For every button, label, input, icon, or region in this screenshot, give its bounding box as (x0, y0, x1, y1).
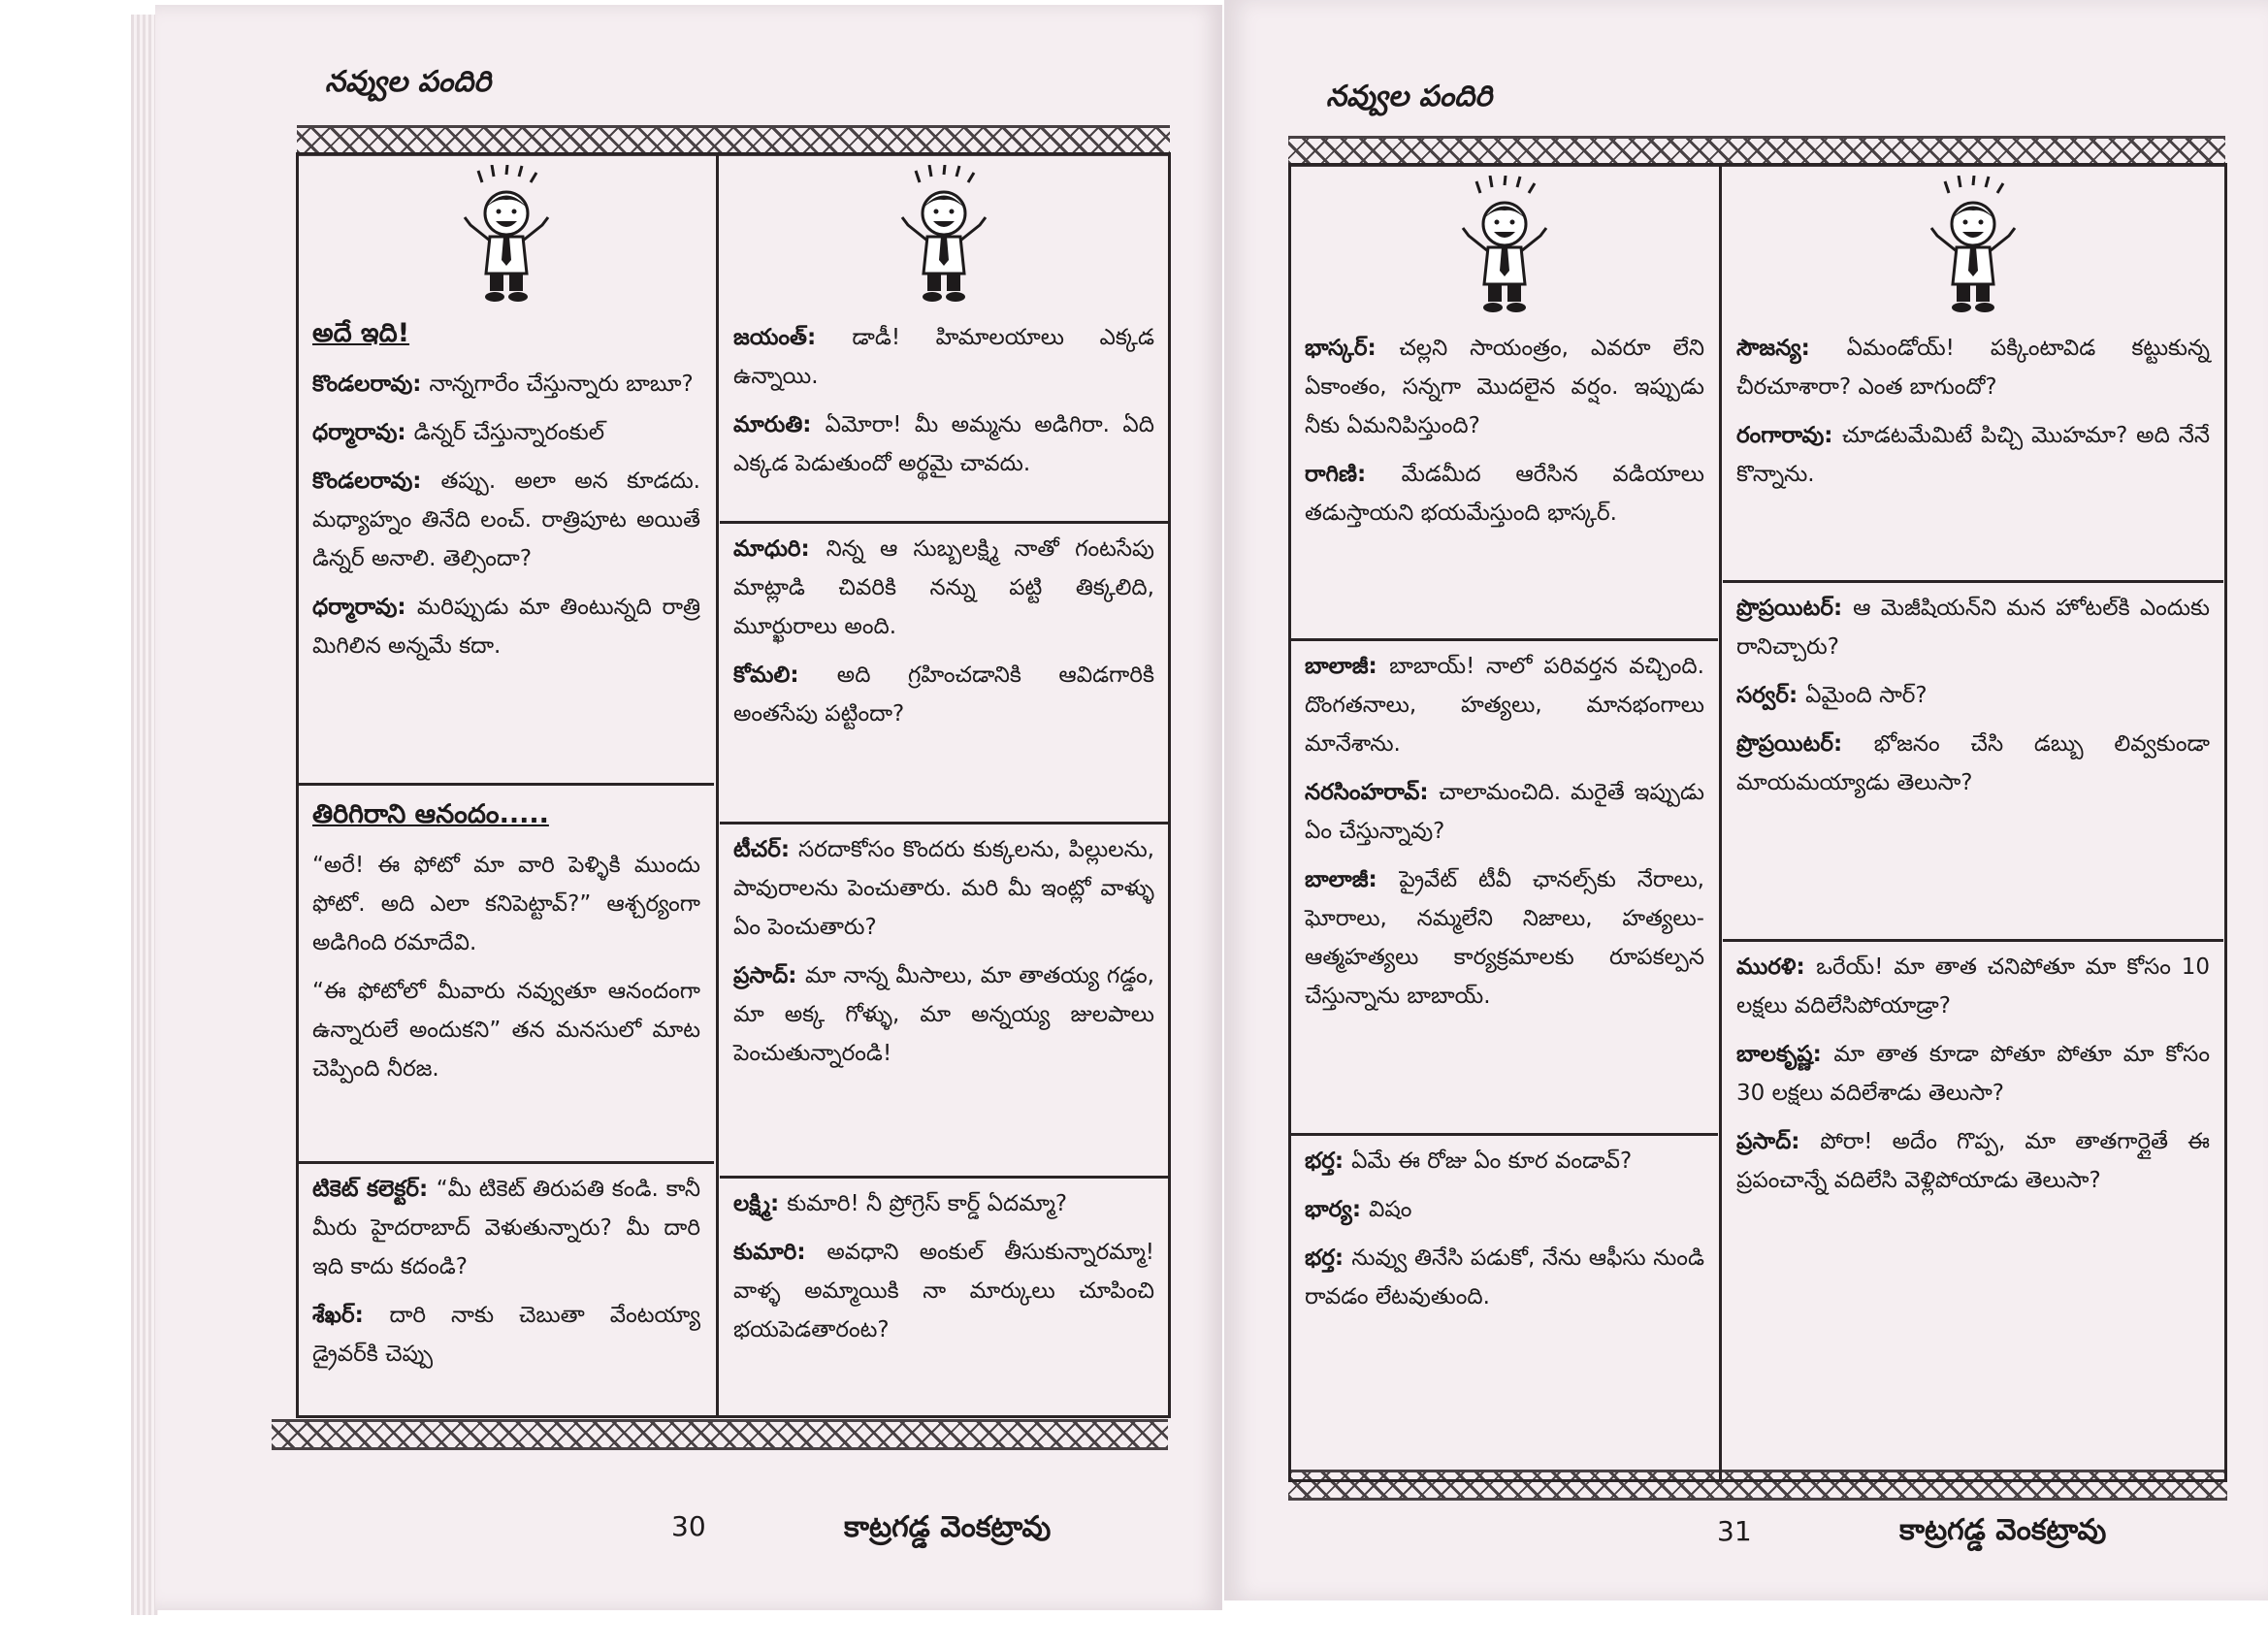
dialogue-text: నాన్నగారేం చేస్తున్నారు బాబూ? (429, 372, 694, 397)
author-name: కాట్రగడ్డ వెంకట్రావు (1899, 1513, 2107, 1547)
joke-box (299, 1164, 714, 1416)
dialogue-text: ఏమండోయ్! పక్కింటావిడ కట్టుకున్న చీరచూశారా? ఎంత బాగుందో? (1736, 336, 2210, 400)
dialogue-line (1736, 1122, 2210, 1200)
dialogue-text: దారి నాకు చెబుతా వేంటయ్యా డ్రైవర్‌కి చెప్పు (312, 1303, 701, 1367)
dialogue-text: సరదాకోసం కొందరు కుక్కలను, పిల్లులను, పావురాలను పెంచుతారు. మరి మీ ఇంట్లో వాళ్ళు ఏం పెంచుతారు? (733, 837, 1154, 940)
joke-box (720, 824, 1168, 1179)
dialogue-text: విషం (1369, 1197, 1412, 1222)
running-head-left: నవ్వుల పందిరి (325, 65, 492, 99)
dialogue-line (733, 956, 1154, 1073)
dialogue-text: తప్పు. అలా అన కూడదు. మధ్యాహ్నం తినేది లంచ్. రాత్రిపూట అయితే డిన్నర్ అనాలి. తెల్సిందా? (312, 469, 700, 571)
speaker-name: రంగారావు: (1736, 423, 1843, 448)
speaker-name: ప్రసాద్: (1736, 1129, 1821, 1154)
dialogue-text: ప్రైవేట్ టీవీ ఛానల్స్‌కు నేరాలు, ఘోరాలు, నమ్మలేని నిజాలు, హత్యలు- ఆత్మహత్యలు కార్యక్రమాలకు రూపకల్పన చేస్తున్నాను బాబాయ్. (1305, 867, 1704, 1009)
dialogue-line (1305, 773, 1704, 851)
dialogue-line (1305, 1190, 1704, 1229)
dialogue-line (1736, 676, 2210, 715)
speaker-name: మాధురి: (733, 536, 826, 562)
dialogue-text: భోజనం చేసి డబ్బు లివ్వకుండా మాయమయ్యాడు తెలుసా? (1736, 731, 2210, 795)
speaker-name: భార్య: (1305, 1197, 1370, 1222)
dialogue-line (733, 405, 1154, 483)
dialogue-text: మా నాన్న మీసాలు, మా తాతయ్య గడ్డం, మా అక్క గోళ్ళు, మా అన్నయ్య జులపాలు పెంచుతున్నారండి! (733, 963, 1154, 1066)
dialogue-line (312, 846, 700, 962)
dialogue-text: ఆ మెజీషియన్‌ని మన హోటల్‌కి ఎందుకు రానిచ్చారు? (1736, 596, 2210, 660)
dialogue-line (733, 318, 1154, 396)
bottom-border-ornament (272, 1419, 1168, 1450)
dialogue-line (312, 588, 700, 665)
dialogue-text: చూడటమేమిటే పిచ్చి మొహమా? అది నేనే కొన్నాను. (1736, 423, 2210, 487)
page-number: 30 (671, 1510, 706, 1542)
page-number: 31 (1717, 1515, 1752, 1547)
dialogue-line (733, 1184, 1154, 1223)
speaker-name: బాలాజీ: (1305, 867, 1400, 892)
dialogue-text: మరిప్పుడు మా తింటున్నది రాత్రి మిగిలిన అన్నమే కదా. (312, 595, 700, 659)
dialogue-text: డాడీ! హిమాలయాలు ఎక్కడ ఉన్నాయి. (733, 325, 1155, 389)
dialogue-line (1305, 1239, 1704, 1316)
right-page (1224, 0, 2268, 1600)
dialogue-line (1305, 647, 1704, 763)
joke-title: తిరిగిరాని ఆనందం..... (312, 799, 549, 829)
joke-box (1723, 166, 2223, 583)
dialogue-text: చల్లని సాయంత్రం, ఎవరూ లేని ఏకాంతం, సన్నగా మొదలైన వర్షం. ఇప్పుడు నీకు ఏమనిపిస్తుంది? (1305, 336, 1704, 438)
speaker-name: ధర్మారావు: (312, 595, 417, 620)
dialogue-text: నిన్న ఆ సుబ్బలక్ష్మి నాతో గంటసేపు మాట్లాడి చివరికి నన్ను పట్టి తిక్కలిది, మూర్ఖురాలు అంది. (733, 536, 1154, 639)
speaker-name: కొండలరావు: (312, 469, 441, 494)
column-divider (1719, 163, 1722, 1482)
laughing-boy-icon (891, 165, 997, 310)
speaker-name: భాస్కర్: (1305, 336, 1400, 361)
dialogue-line (312, 1170, 700, 1286)
speaker-name: కుమారి: (733, 1240, 827, 1265)
running-head-right: నవ్వుల పందిరి (1326, 80, 1493, 113)
joke-box (720, 155, 1168, 524)
speaker-name: రాగిణి: (1305, 462, 1402, 487)
dialogue-line (1736, 329, 2210, 406)
dialogue-text: మేడమీద ఆరేసిన వడియాలు తడుస్తాయని భయమేస్తుంది భాస్కర్. (1305, 462, 1704, 526)
speaker-name: టీచర్: (733, 837, 799, 862)
speaker-name: శేఖర్: (312, 1303, 390, 1328)
speaker-name: నరసింహరావ్: (1305, 780, 1440, 805)
dialogue-text: “మీ టికెట్ తిరుపతి కండి. కానీ మీరు హైదరాబాద్ వెళుతున్నారు? మీ దారి ఇది కాదు కదండి? (312, 1177, 700, 1279)
dialogue-line (312, 413, 700, 452)
dialogue-text: మా తాత కూడా పోతూ పోతూ మా కోసం 30 లక్షలు వదిలేశాడు తెలుసా? (1736, 1042, 2210, 1106)
dialogue-line (1736, 948, 2210, 1025)
dialogue-line (1305, 455, 1704, 533)
dialogue-line (733, 530, 1154, 646)
laughing-boy-icon (453, 165, 560, 310)
dialogue-line (733, 830, 1154, 947)
joke-box (1723, 583, 2223, 942)
joke-box (1723, 942, 2223, 1466)
speaker-name: లక్ష్మి: (733, 1191, 788, 1216)
dialogue-text: నువ్వు తినేసి పడుకో, నేను ఆఫీసు నుండి రావడం లేటవుతుంది. (1305, 1245, 1704, 1310)
speaker-name: భర్త: (1305, 1245, 1352, 1271)
dialogue-text: డిన్నర్ చేస్తున్నారంకుల్ (413, 420, 605, 445)
joke-box (720, 524, 1168, 824)
dialogue-line (312, 972, 700, 1088)
dialogue-line (1736, 589, 2210, 666)
right-col-2 (1723, 166, 2223, 1466)
author-name: కాట్రగడ్డ వెంకట్రావు (844, 1510, 1052, 1544)
speaker-name: కోమలి: (733, 663, 837, 688)
dialogue-text: “ఈ ఫోటోలో మీవారు నవ్వుతూ ఆనందంగా ఉన్నారులే అందుకని” తన మనసులో మాట చెప్పింది నీరజ. (312, 979, 700, 1082)
left-col-1 (299, 155, 714, 1416)
speaker-name: భర్త: (1305, 1148, 1352, 1174)
dialogue-line (1736, 416, 2210, 494)
dialogue-line (1736, 1035, 2210, 1113)
dialogue-line (1305, 1142, 1704, 1180)
dialogue-line (733, 656, 1154, 733)
dialogue-text: “అరే! ఈ ఫోటో మా వారి పెళ్ళికి ముందు ఫోటో. అది ఎలా కనిపెట్టావ్?” ఆశ్చర్యంగా అడిగింది రమాదేవి. (312, 853, 700, 955)
speaker-name: మారుతి: (733, 412, 826, 437)
dialogue-text: ఒరేయ్! మా తాత చనిపోతూ మా కోసం 10 లక్షలు వదిలేసిపోయాడ్రా? (1736, 954, 2210, 1018)
joke-box (1291, 166, 1718, 641)
dialogue-line (1305, 860, 1704, 1016)
column-divider (716, 152, 719, 1418)
speaker-name: ప్రొప్రయిటర్: (1736, 731, 1874, 757)
laughing-boy-icon (1451, 176, 1558, 321)
speaker-name: మురళి: (1736, 954, 1817, 980)
dialogue-line (312, 462, 700, 578)
joke-box (720, 1179, 1168, 1416)
dialogue-line (1305, 329, 1704, 445)
dialogue-text: ఏమోరా! మీ అమ్మను అడిగిరా. ఏది ఎక్కడ పెడుతుందో అర్థమై చావదు. (733, 412, 1154, 476)
speaker-name: సర్వర్: (1736, 683, 1806, 708)
joke-box (299, 786, 714, 1164)
joke-box (299, 155, 714, 786)
dialogue-text: బాబాయ్! నాలో పరివర్తన వచ్చింది. దొంగతనాలు, హత్యలు, మానభంగాలు మానేశాను. (1305, 654, 1704, 757)
speaker-name: ప్రసాద్: (733, 963, 805, 988)
dialogue-text: కుమారి! నీ ప్రోగ్రెస్ కార్డ్ ఏదమ్మా? (787, 1191, 1068, 1216)
bottom-border-ornament (1288, 1470, 2227, 1501)
speaker-name: కొండలరావు: (312, 372, 430, 397)
joke-box (1291, 1136, 1718, 1466)
speaker-name: బాలకృష్ణ: (1736, 1042, 1834, 1067)
speaker-name: సౌజన్య: (1736, 336, 1847, 361)
right-col-1 (1291, 166, 1718, 1466)
dialogue-text: అవధాని అంకుల్ తీసుకున్నారమ్మా! వాళ్ళ అమ్మాయికి నా మార్కులు చూపించి భయపెడతారంట? (733, 1240, 1154, 1342)
joke-title: అదే ఇది! (312, 318, 410, 348)
speaker-name: ప్రొప్రయిటర్: (1736, 596, 1854, 621)
dialogue-line (312, 365, 700, 404)
left-col-2 (720, 155, 1168, 1416)
speaker-name: టికెట్ కలెక్టర్: (312, 1177, 437, 1202)
speaker-name: ధర్మారావు: (312, 420, 414, 445)
joke-box (1291, 641, 1718, 1136)
left-page (155, 5, 1222, 1610)
speaker-name: జయంత్: (733, 325, 853, 350)
dialogue-text: ఏమే ఈ రోజు ఏం కూర వండావ్? (1351, 1148, 1633, 1174)
page-stack-edge (131, 15, 158, 1615)
dialogue-text: చాలామంచిది. మరైతే ఇప్పుడు ఏం చేస్తున్నావు? (1305, 780, 1704, 844)
dialogue-line (1736, 725, 2210, 802)
dialogue-text: పోరా! అదేం గొప్ప, మా తాతగార్లైతే ఈ ప్రపంచాన్నే వదిలేసి వెళ్లిపోయాడు తెలుసా? (1736, 1129, 2210, 1193)
dialogue-text: ఏమైంది సార్? (1805, 683, 1928, 708)
dialogue-text: అది గ్రహించడానికి ఆవిడగారికి అంతసేపు పట్టిందా? (733, 663, 1154, 727)
dialogue-line (312, 1296, 700, 1374)
laughing-boy-icon (1920, 176, 2026, 321)
speaker-name: బాలాజీ: (1305, 654, 1390, 679)
dialogue-line (733, 1233, 1154, 1349)
